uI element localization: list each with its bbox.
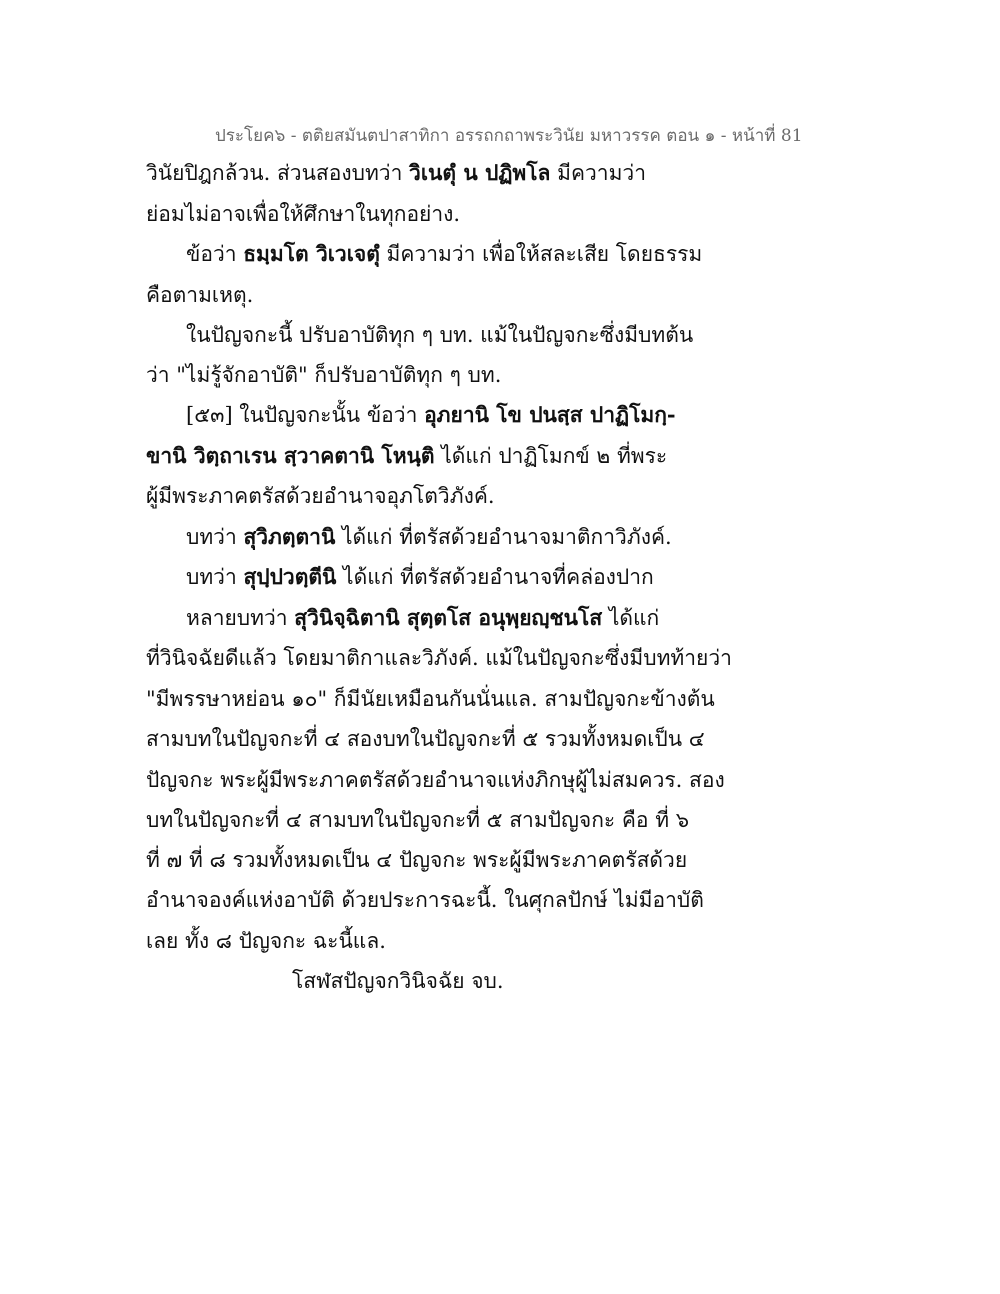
text-run: ได้แก่: [602, 606, 660, 630]
pali-term: ธมฺมโต วิเวเจตุํ: [243, 241, 380, 266]
text-run: ได้แก่ ปาฏิโมกข์ ๒ ที่พระ: [434, 444, 668, 468]
pali-term: ขานิ วิตฺถาเรน สฺวาคตานิ โหนฺติ: [146, 443, 435, 468]
pali-term: วิเนตุํ น ปฏิพโล: [409, 160, 551, 185]
text-run: ข้อว่า: [186, 242, 244, 266]
text-run: วินัยปิฎกล้วน. ส่วนสองบทว่า: [146, 161, 410, 185]
text-run: บทว่า: [186, 525, 244, 549]
text-run: ได้แก่ ที่ตรัสด้วยอำนาจมาติกาวิภังค์.: [335, 525, 672, 549]
text-line-16: ปัญจกะ พระผู้มีพระภาคตรัสด้วยอำนาจแห่งภิกษุผู้ไม่สมควร. สอง: [146, 768, 725, 792]
pali-term: สุปฺปวตฺตีนิ: [243, 564, 337, 589]
text-line-4: คือตามเหตุ.: [146, 283, 254, 307]
text-line-10: [186, 522, 672, 552]
text-line-1: [146, 158, 646, 188]
text-line-20: เลย ทั้ง ๘ ปัญจกะ ฉะนี้แล.: [146, 929, 386, 953]
text-run: [๕๓] ในปัญจกะนั้น ข้อว่า: [186, 403, 425, 427]
text-line-19: อำนาจองค์แห่งอาบัติ ด้วยประการฉะนี้. ในศุกลปักษ์ ไม่มีอาบัติ: [146, 888, 704, 912]
text-line-9: ผู้มีพระภาคตรัสด้วยอำนาจอุภโตวิภังค์.: [146, 484, 495, 508]
text-run: ได้แก่ ที่ตรัสด้วยอำนาจที่คล่องปาก: [336, 565, 654, 589]
pali-term: สุวินิจฺฉิตานิ สุตฺตโส อนุพฺยญฺชนโส: [294, 605, 603, 630]
text-line-7: [186, 400, 676, 430]
section-end-line: โสฬสปัญจกวินิจฉัย จบ.: [292, 969, 504, 993]
text-line-12: [186, 603, 659, 633]
text-line-14: "มีพรรษาหย่อน ๑๐" ก็มีนัยเหมือนกันนั่นแล. สามปัญจกะข้างต้น: [146, 687, 715, 711]
text-line-6: ว่า "ไม่รู้จักอาบัติ" ก็ปรับอาบัติทุก ๆ บท.: [146, 363, 502, 387]
text-line-11: [186, 562, 654, 592]
text-line-15: สามบทในปัญจกะที่ ๔ สองบทในปัญจกะที่ ๕ รวมทั้งหมดเป็น ๔: [146, 727, 705, 751]
text-line-17: บทในปัญจกะที่ ๔ สามบทในปัญจกะที่ ๕ สามปัญจกะ คือ ที่ ๖: [146, 808, 690, 832]
text-run: มีความว่า เพื่อให้สละเสีย โดยธรรม: [379, 242, 703, 266]
pali-term: อุภยานิ โข ปนสฺส ปาฏิโมกฺ-: [424, 402, 676, 427]
page-header: ประโยค๖ - ตติยสมันตปาสาทิกา อรรถกถาพระวินัย มหาวรรค ตอน ๑ - หน้าที่ 81: [215, 126, 803, 146]
text-run: บทว่า: [186, 565, 244, 589]
text-line-18: ที่ ๗ ที่ ๘ รวมทั้งหมดเป็น ๔ ปัญจกะ พระผู้มีพระภาคตรัสด้วย: [146, 848, 688, 872]
text-line-8: [146, 441, 667, 471]
pali-term: สุวิภตฺตานิ: [243, 524, 336, 549]
text-run: หลายบทว่า: [186, 606, 295, 630]
text-run: มีความว่า: [550, 161, 646, 185]
text-line-5: ในปัญจกะนี้ ปรับอาบัติทุก ๆ บท. แม้ในปัญจกะซึ่งมีบทต้น: [186, 323, 694, 347]
text-line-3: [186, 239, 702, 269]
text-line-13: ที่วินิจฉัยดีแล้ว โดยมาติกาและวิภังค์. แม้ในปัญจกะซึ่งมีบทท้ายว่า: [146, 646, 732, 670]
text-line-2: ย่อมไม่อาจเพื่อให้ศึกษาในทุกอย่าง.: [146, 202, 461, 226]
